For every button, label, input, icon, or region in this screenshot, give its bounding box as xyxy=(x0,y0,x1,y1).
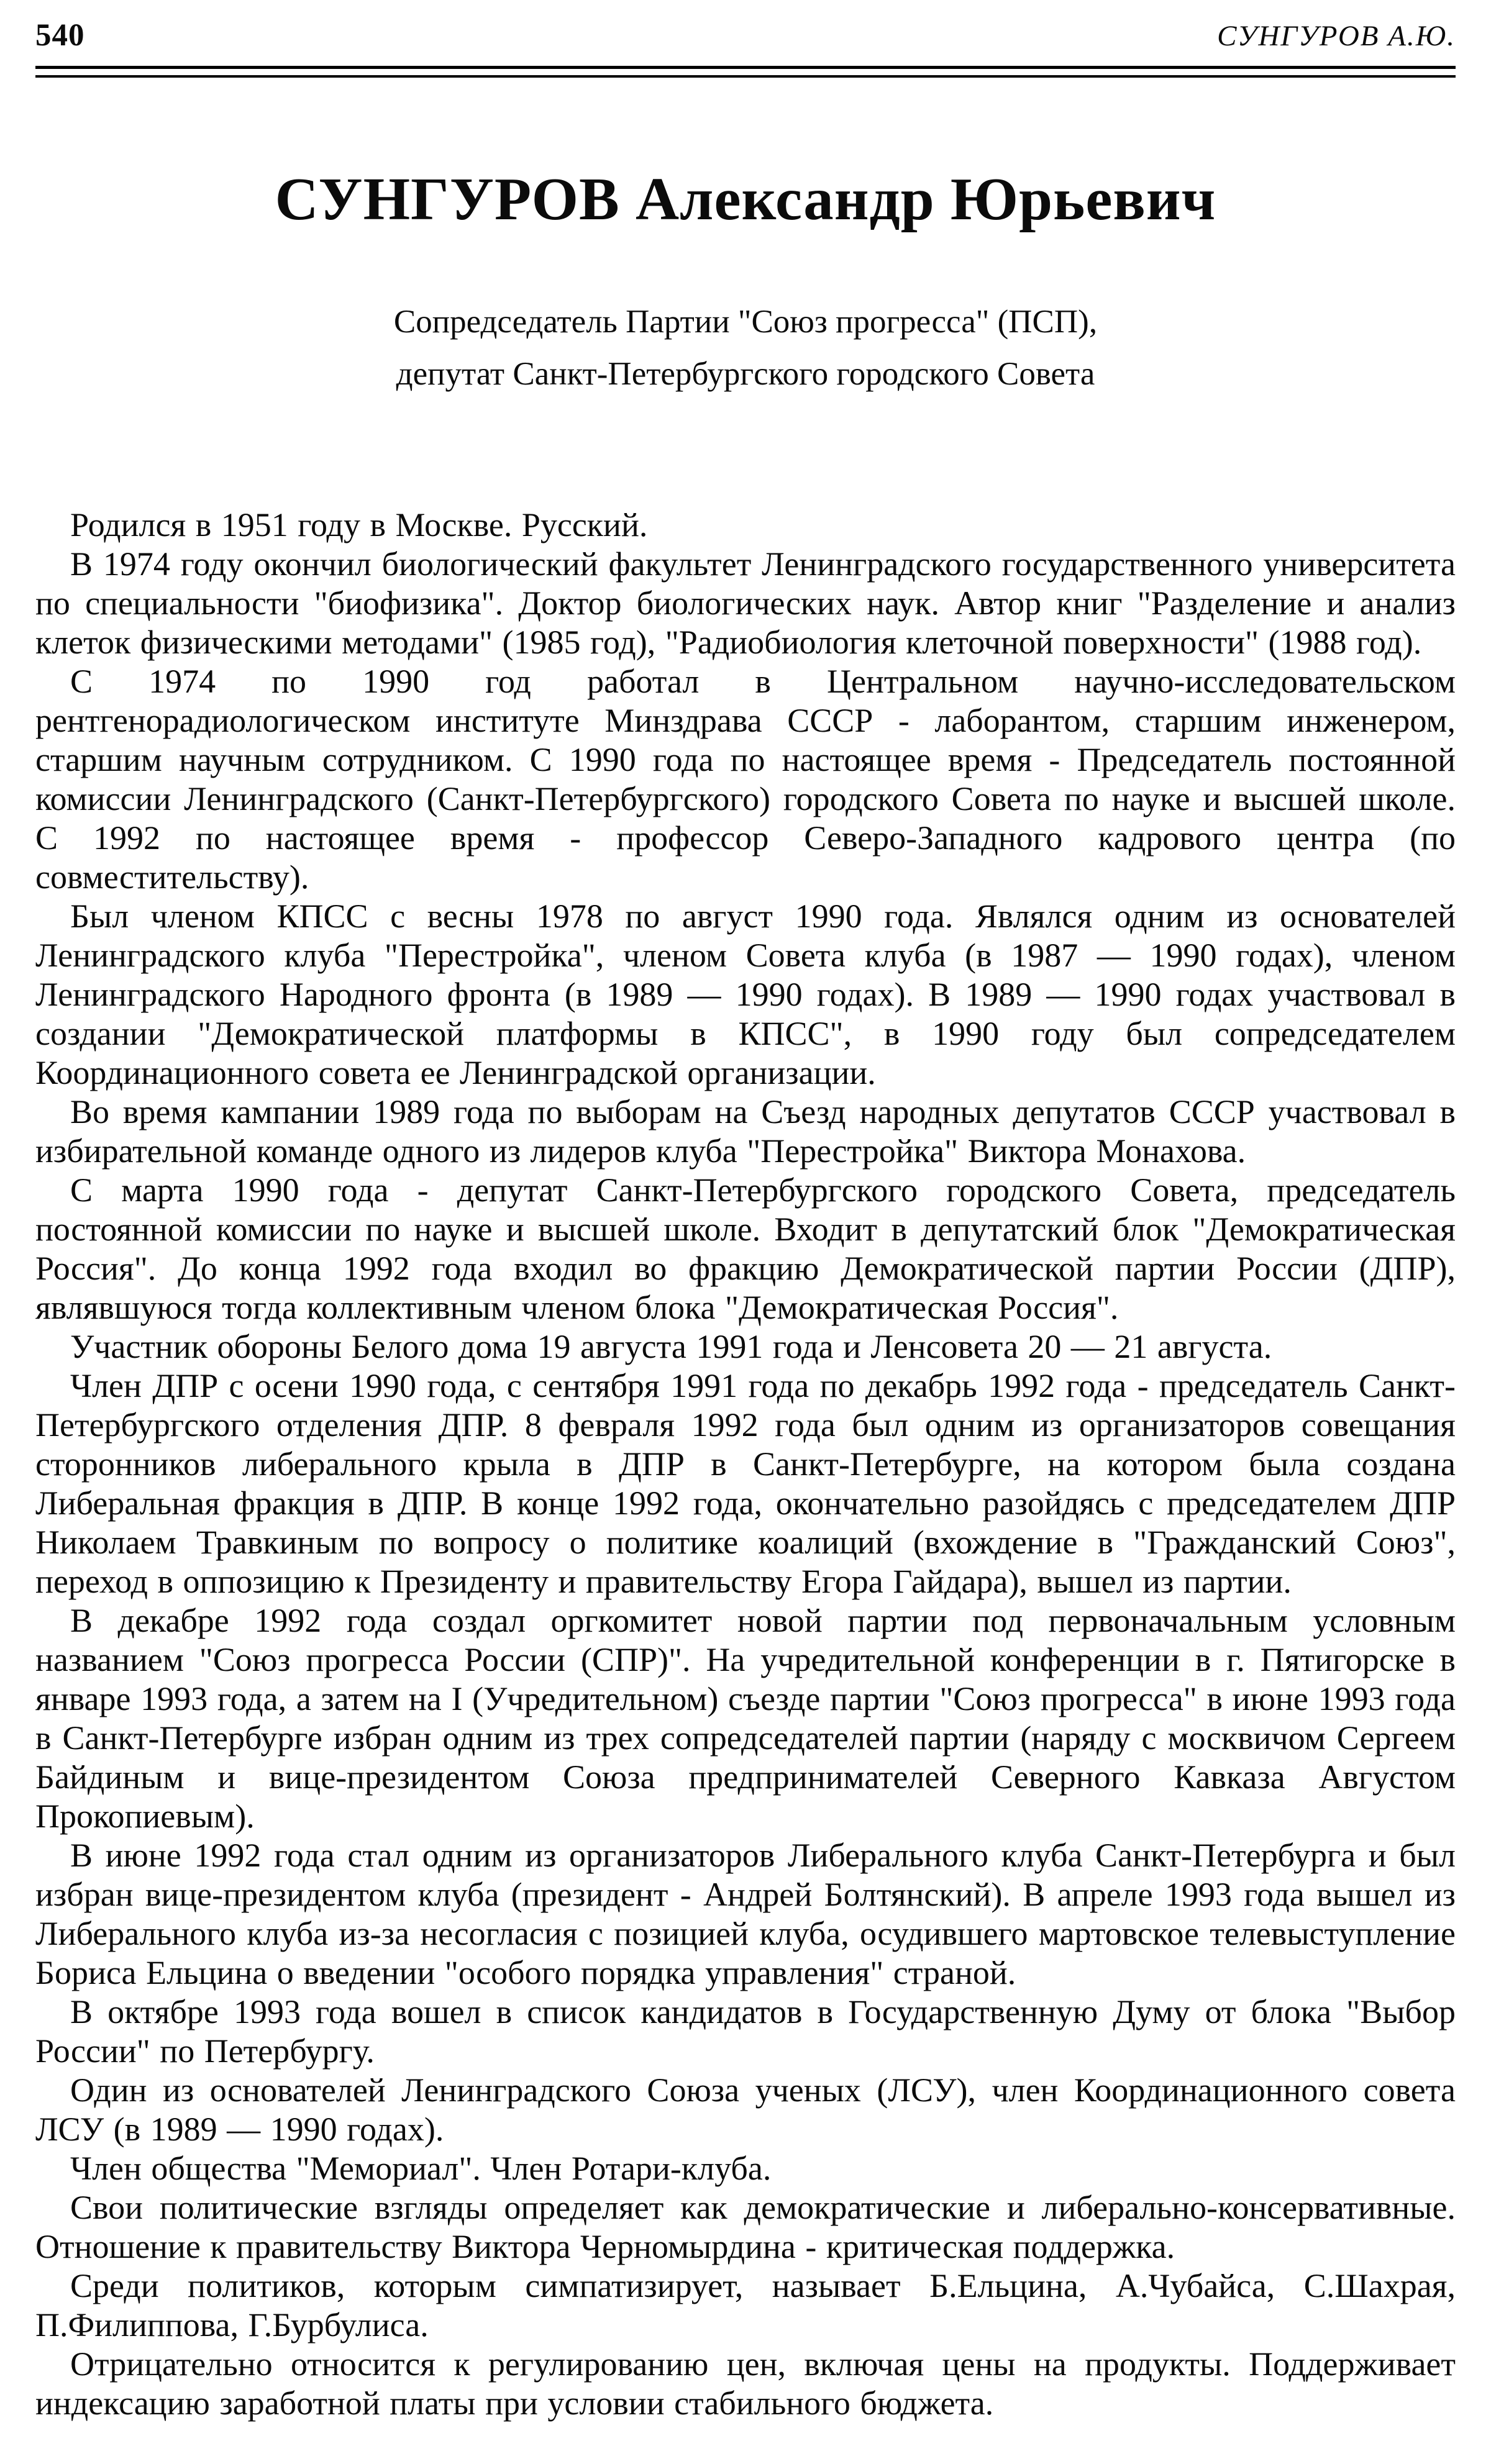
paragraph: С марта 1990 года - депутат Санкт-Петербургского городского Совета, председатель постоянной комиссии по науке и высшей школе. Входит в депутатский блок "Демократическая Россия". До конца 1992 года входил во фракцию Демократической партии России (ДПР), являвшуюся тогда коллективным членом блока "Демократическая Россия". xyxy=(35,1171,1456,1326)
paragraph: Во время кампании 1989 года по выборам на Съезд народных депутатов СССР участвовал в избирательной команде одного из лидеров клуба "Перестройка" Виктора Монахова. xyxy=(35,1093,1456,1170)
paragraph: В октябре 1993 года вошел в список кандидатов в Государственную Думу от блока "Выбор России" по Петербургу. xyxy=(35,1993,1456,2070)
paragraph: Отрицательно относится к регулированию цен, включая цены на продукты. Поддерживает индексацию заработной платы при условии стабильного бюджета. xyxy=(35,2345,1456,2422)
paragraph: В 1974 году окончил биологический факультет Ленинградского государственного университета по специальности "биофизика". Доктор биологических наук. Автор книг "Разделение и анализ клеток физическими методами" (1985 год), "Радиобиология клеточной поверхности" (1988 год). xyxy=(35,545,1456,661)
paragraph: В июне 1992 года стал одним из организаторов Либерального клуба Санкт-Петербурга и был избран вице-президентом клуба (президент - Андрей Болтянский). В апреле 1993 года вышел из Либерального клуба из-за несогласия с позицией клуба, осудившего мартовское телевыступление Бориса Ельцина о введении "особого порядка управления" страной. xyxy=(35,1837,1456,1991)
body-paragraphs xyxy=(35,506,1456,2423)
paragraph: Свои политические взгляды определяет как демократические и либерально-консервативные. Отношение к правительству Виктора Черномырдина - критическая поддержка. xyxy=(35,2189,1456,2265)
page-number: 540 xyxy=(35,18,85,53)
page-header xyxy=(35,0,1456,53)
paragraph: Был членом КПСС с весны 1978 по август 1990 года. Являлся одним из основателей Ленинградского клуба "Перестройка", членом Совета клуба (в 1987 — 1990 годах), членом Ленинградского Народного фронта (в 1989 — 1990 годах). В 1989 — 1990 годах участвовал в создании "Демократической платформы в КПСС", в 1990 году был сопредседателем Координационного совета ее Ленинградской организации. xyxy=(35,898,1456,1091)
subtitle-line-1: Сопредседатель Партии "Союз прогресса" (ПСП), xyxy=(393,304,1098,340)
paragraph: Один из основателей Ленинградского Союза ученых (ЛСУ), член Координационного совета ЛСУ (в 1989 — 1990 годах). xyxy=(35,2071,1456,2148)
subtitle-line-2: депутат Санкт-Петербургского городского Совета xyxy=(396,356,1095,392)
paragraph: Родился в 1951 году в Москве. Русский. xyxy=(70,506,648,543)
header-double-rule xyxy=(35,66,1456,78)
paragraph: Среди политиков, которым симпатизирует, называет Б.Ельцина, А.Чубайса, С.Шахрая, П.Филиппова, Г.Бурбулиса. xyxy=(35,2267,1456,2344)
paragraph: Член общества "Мемориал". Член Ротари-клуба. xyxy=(70,2150,772,2187)
running-header-title: СУНГУРОВ А.Ю. xyxy=(1217,20,1456,52)
subtitle-block xyxy=(35,296,1456,400)
paragraph: Участник обороны Белого дома 19 августа 1991 года и Ленсовета 20 — 21 августа. xyxy=(70,1328,1272,1365)
paragraph: В декабре 1992 года создал оргкомитет новой партии под первоначальным условным названием "Союз прогресса России (СПР)". На учредительной конференции в г. Пятигорске в январе 1993 года, а затем на I (Учредительном) съезде партии "Союз прогресса" в июне 1993 года в Санкт-Петербурге избран одним из трех сопредседателей партии (наряду с москвичом Сергеем Байдиным и вице-президентом Союза предпринимателей Северного Кавказа Августом Прокопиевым). xyxy=(35,1602,1456,1835)
paragraph: Член ДПР с осени 1990 года, с сентября 1991 года по декабрь 1992 года - председатель Санкт-Петербургского отделения ДПР. 8 февраля 1992 года был одним из организаторов совещания сторонников либерального крыла в ДПР в Санкт-Петербурге, на котором была создана Либеральная фракция в ДПР. В конце 1992 года, окончательно разойдясь с председателем ДПР Николаем Травкиным по вопросу о политике коалиций (вхождение в "Гражданский Союз", переход в оппозицию к Президенту и правительству Егора Гайдара), вышел из партии. xyxy=(35,1367,1456,1600)
page-title: СУНГУРОВ Александр Юрьевич xyxy=(275,166,1216,232)
paragraph: С 1974 по 1990 год работал в Центральном научно-исследовательском рентгенорадиологическом институте Минздрава СССР - лаборантом, старшим инженером, старшим научным сотрудником. С 1990 года по настоящее время - Председатель постоянной комиссии Ленинградского (Санкт-Петербургского) городского Совета по науке и высшей школе. С 1992 по настоящее время - профессор Северо-Западного кадрового центра (по совместительству). xyxy=(35,663,1456,896)
